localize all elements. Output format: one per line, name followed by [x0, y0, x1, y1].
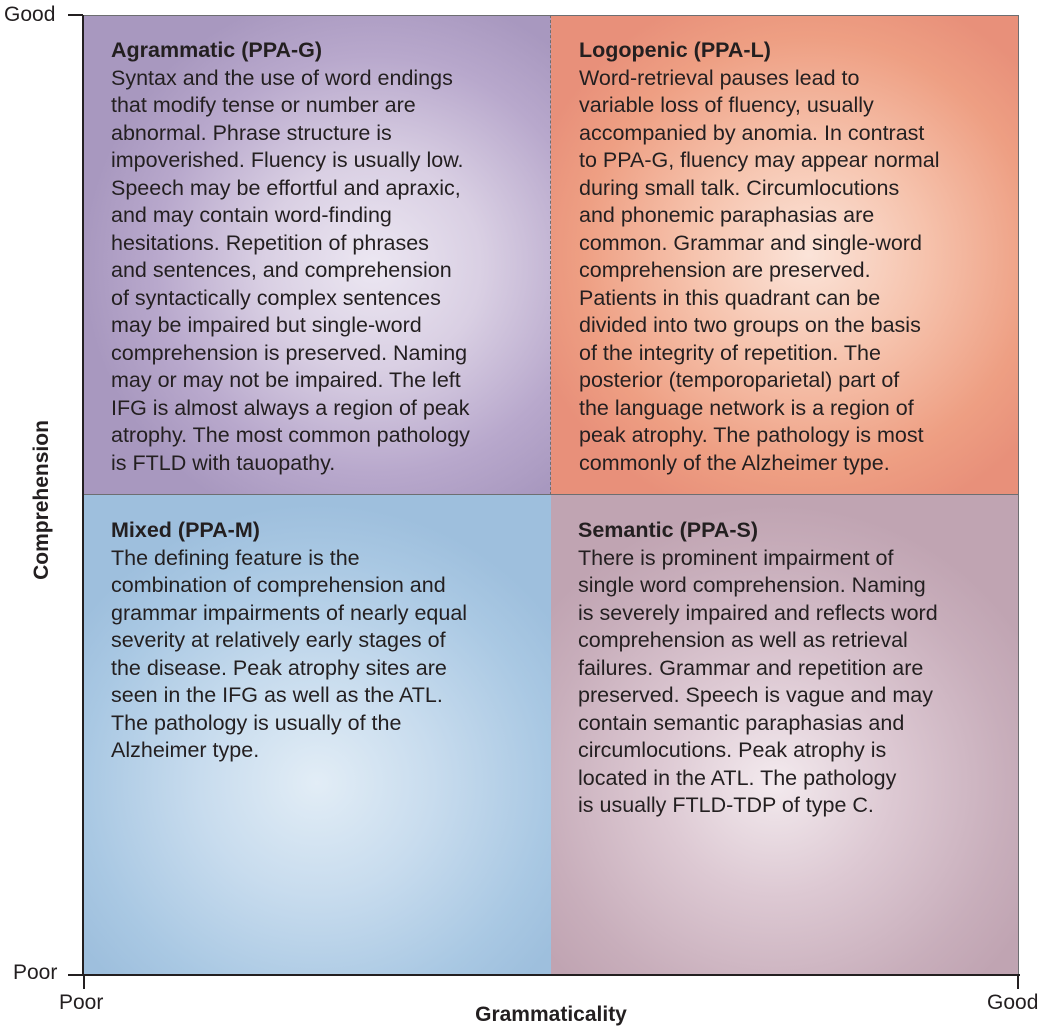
text-line: is severely impaired and reflects word	[578, 600, 938, 625]
text-line: comprehension as well as retrieval	[578, 628, 908, 652]
text-line: the language network is a region of	[579, 395, 914, 420]
text-line: contain semantic paraphasias and	[578, 710, 905, 735]
y-axis-tick-poor	[68, 974, 83, 976]
text-line: failures. Grammar and repetition are	[578, 655, 924, 680]
text-line: comprehension are preserved.	[579, 258, 871, 282]
text-line: severity at relatively early stages of	[111, 628, 446, 652]
quadrant-agrammatic-title: Agrammatic (PPA-G)	[111, 38, 323, 62]
text-line: grammar impairments of nearly equal	[111, 600, 468, 625]
text-line: divided into two groups on the basis	[579, 313, 921, 337]
y-axis-tick-good	[68, 14, 83, 16]
y-axis-bottom-label: Poor	[13, 961, 58, 984]
text-line: circumlocutions. Peak atrophy is	[578, 738, 887, 762]
text-line: and phonemic paraphasias are	[579, 203, 875, 227]
text-line: and sentences, and comprehension	[111, 258, 452, 282]
text-line: accompanied by anomia. In contrast	[579, 120, 925, 145]
quadrant-logopenic-title: Logopenic (PPA-L)	[579, 38, 771, 62]
text-line: common. Grammar and single-word	[579, 230, 922, 255]
text-line: Word-retrieval pauses lead to	[579, 65, 860, 90]
text-line: seen in the IFG as well as the ATL.	[111, 683, 443, 707]
text-line: single word comprehension. Naming	[578, 573, 926, 597]
text-line: hesitations. Repetition of phrases	[111, 230, 429, 255]
diagram-frame	[83, 15, 1019, 975]
text-line: is FTLD with tauopathy.	[111, 450, 336, 475]
text-line: may or may not be impaired. The left	[111, 368, 461, 392]
text-line: may be impaired but single-word	[111, 313, 422, 337]
text-line: Syntax and the use of word endings	[111, 65, 453, 90]
text-line: Alzheimer type.	[111, 738, 260, 762]
quadrant-mixed-title: Mixed (PPA-M)	[111, 518, 260, 542]
text-line: is usually FTLD-TDP of type C.	[578, 793, 874, 817]
text-line: to PPA-G, fluency may appear normal	[579, 148, 940, 172]
x-axis-right-label: Good	[987, 991, 1039, 1014]
text-line: Patients in this quadrant can be	[579, 285, 881, 310]
text-line: atrophy. The most common pathology	[111, 423, 470, 447]
vertical-dashed-divider	[550, 15, 551, 495]
y-axis-title: Comprehension	[30, 420, 53, 580]
text-line: posterior (temporoparietal) part of	[579, 368, 900, 392]
text-line: preserved. Speech is vague and may	[578, 683, 933, 707]
x-axis-tick-poor	[83, 975, 85, 989]
text-line: and may contain word-finding	[111, 203, 392, 227]
text-line: of syntactically complex sentences	[111, 285, 441, 310]
x-axis-tick-good	[1017, 975, 1019, 989]
text-line: of the integrity of repetition. The	[579, 340, 881, 365]
y-axis-line	[82, 15, 84, 975]
text-line: during small talk. Circumlocutions	[579, 175, 900, 200]
text-line: There is prominent impairment of	[578, 545, 894, 570]
x-axis-title: Grammaticality	[475, 1003, 627, 1026]
text-line: commonly of the Alzheimer type.	[579, 450, 890, 475]
text-line: comprehension is preserved. Naming	[111, 340, 468, 365]
text-line: combination of comprehension and	[111, 573, 446, 597]
text-line: impoverished. Fluency is usually low.	[111, 148, 464, 172]
text-line: the disease. Peak atrophy sites are	[111, 655, 447, 680]
text-line: The pathology is usually of the	[111, 710, 402, 735]
text-line: abnormal. Phrase structure is	[111, 120, 392, 145]
text-line: variable loss of fluency, usually	[579, 93, 874, 117]
text-line: The defining feature is the	[111, 545, 360, 570]
text-line: located in the ATL. The pathology	[578, 765, 897, 790]
x-axis-left-label: Poor	[59, 991, 104, 1014]
quadrant-semantic-title: Semantic (PPA-S)	[578, 518, 758, 542]
text-line: Speech may be effortful and apraxic,	[111, 175, 461, 200]
text-line: peak atrophy. The pathology is most	[579, 423, 924, 447]
horizontal-divider	[83, 494, 1019, 495]
y-axis-top-label: Good	[4, 3, 56, 26]
x-axis-line	[82, 974, 1020, 976]
text-line: IFG is almost always a region of peak	[111, 395, 470, 420]
text-line: that modify tense or number are	[111, 93, 416, 117]
